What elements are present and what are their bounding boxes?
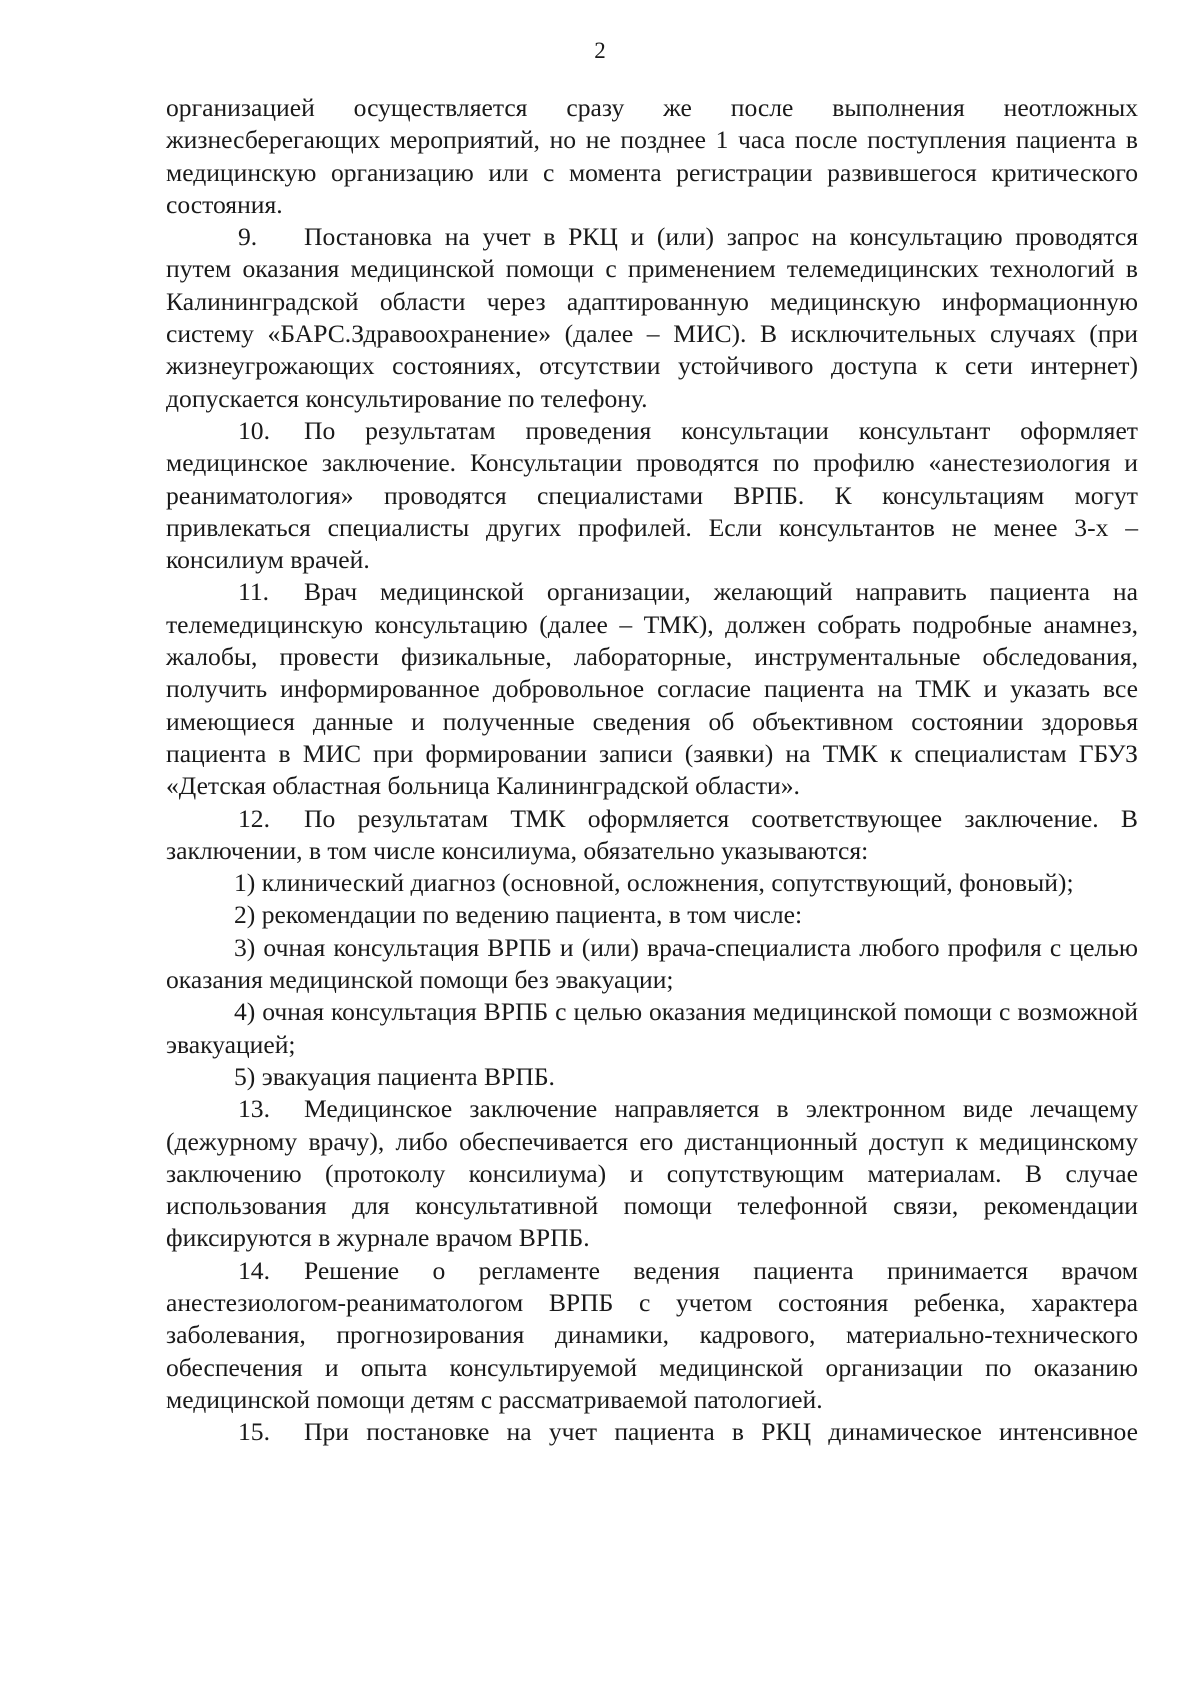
paragraph-number: 11. (238, 577, 270, 607)
paragraph-10 (166, 415, 1138, 576)
list-item-2: 2) рекомендации по ведению пациента, в том числе: (234, 900, 803, 930)
paragraph-9 (166, 221, 1138, 415)
paragraph-8-continuation: организацией осуществляется сразу же после выполнения неотложных жизнесберегающих мероприятий, но не позднее 1 часа после поступления пациента в медицинскую организацию или с момента регистрации развившегося критического состояния. (166, 93, 1138, 219)
paragraph-number: 9. (238, 222, 258, 252)
list-item-4: 4) очная консультация ВРПБ с целью оказания медицинской помощи с возможной эвакуацией; (166, 997, 1138, 1059)
list-item-1: 1) клинический диагноз (основной, осложнения, сопутствующий, фоновый); (234, 868, 1074, 898)
paragraph-12 (166, 803, 1138, 868)
paragraph-number: 13. (238, 1094, 270, 1124)
paragraph-text: Решение о регламенте ведения пациента принимается врачом анестезиологом-реаниматологом ВРПБ с учетом состояния ребенка, характера заболевания, прогнозирования динамики, кадрового, материально-технического обеспечения и опыта консультируемой медицинской организации по оказанию медицинской помощи детям с рассматриваемой патологией. (166, 1255, 1138, 1414)
paragraph-number: 10. (238, 415, 270, 445)
paragraph-text: Врач медицинской организации, желающий направить пациента на телемедицинскую консультацию (далее – ТМК), должен собрать подробные анамнез, жалобы, провести физикальные, лабораторные, инструментальные обследования, получить информированное добровольное согласие пациента на ТМК и указать все имеющиеся данные и полученные сведения об объективном состоянии здоровья пациента в МИС при формировании записи (заявки) на ТМК к специалистам ГБУЗ «Детская областная больница Калининградской области». (166, 577, 1138, 801)
paragraph-text: По результатам ТМК оформляется соответствующее заключение. В заключении, в том числе консилиума, обязательно указываются: (166, 803, 1138, 865)
list-item-3: 3) очная консультация ВРПБ и (или) врача-специалиста любого профиля с целью оказания медицинской помощи без эвакуации; (166, 932, 1138, 995)
paragraph-14 (166, 1255, 1138, 1416)
paragraph-text: Постановка на учет в РКЦ и (или) запрос на консультацию проводятся путем оказания медицинской помощи с применением телемедицинских технологий в Калининградской области через адаптированную медицинскую информационную систему «БАРС.Здравоохранение» (далее – МИС). В исключительных случаях (при жизнеугрожающих состояниях, отсутствии устойчивого доступа к сети интернет) допускается консультирование по телефону. (166, 222, 1138, 413)
paragraph-11 (166, 576, 1138, 802)
paragraph-15 (166, 1416, 1138, 1448)
paragraph-number: 12. (238, 803, 270, 833)
paragraph-number: 14. (238, 1255, 270, 1285)
paragraph-text: По результатам проведения консультации консультант оформляет медицинское заключение. Консультации проводятся по профилю «анестезиология и реаниматология» проводятся специалистами ВРПБ. К консультациям могут привлекаться специалисты других профилей. Если консультантов не менее 3-х – консилиум врачей. (166, 415, 1138, 575)
paragraph-13 (166, 1093, 1138, 1254)
paragraph-text: При постановке на учет пациента в РКЦ динамическое интенсивное (304, 1417, 1138, 1447)
page-number: 2 (594, 38, 606, 63)
paragraph-text: Медицинское заключение направляется в электронном виде лечащему (дежурному врачу), либо обеспечивается его дистанционный доступ к медицинскому заключению (протоколу консилиума) и сопутствующим материалам. В случае использования для консультативной помощи телефонной связи, рекомендации фиксируются в журнале врачом ВРПБ. (166, 1094, 1138, 1253)
list-item-5: 5) эвакуация пациента ВРПБ. (234, 1061, 555, 1091)
paragraph-number: 15. (238, 1417, 270, 1447)
document-body (166, 92, 1138, 1448)
